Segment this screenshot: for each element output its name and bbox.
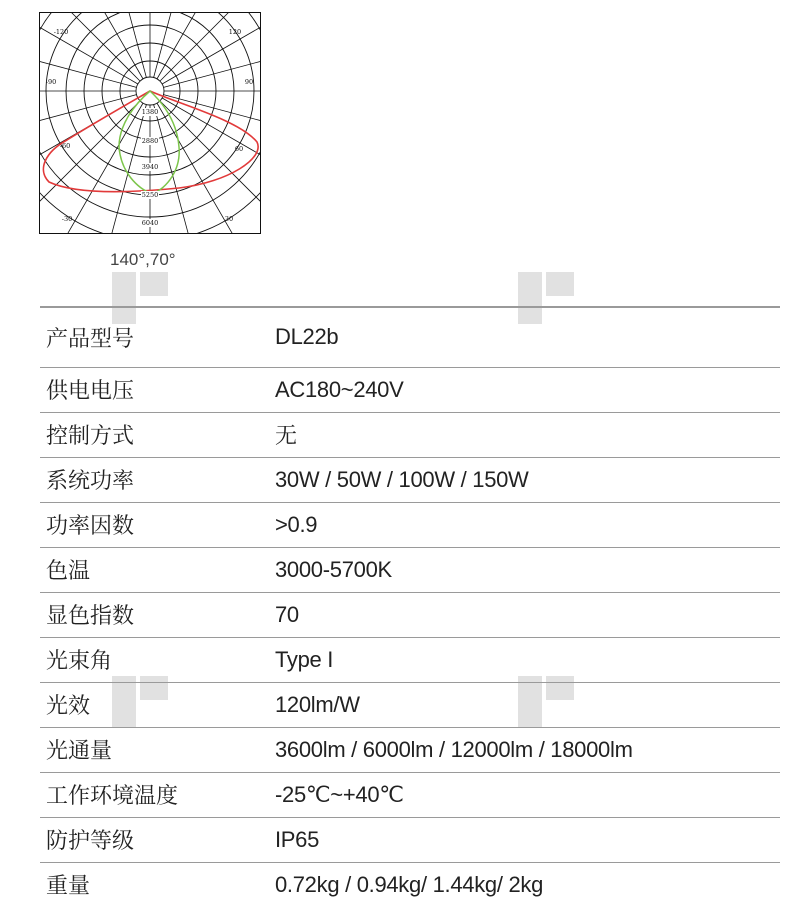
spec-row xyxy=(40,727,780,772)
spec-row xyxy=(40,367,780,412)
spec-row xyxy=(40,637,780,682)
spec-value: AC180~240V xyxy=(275,376,404,402)
spec-label: 色温 xyxy=(46,559,91,584)
spec-value: -25℃~+40℃ xyxy=(275,781,404,807)
spec-label: 供电电压 xyxy=(46,379,135,404)
spec-row xyxy=(40,547,780,592)
spec-row xyxy=(40,682,780,727)
angle-label: 120 xyxy=(228,28,242,36)
beam-angle-caption: 140°,70° xyxy=(110,250,176,269)
angle-label: -120 xyxy=(53,28,69,36)
spec-row xyxy=(40,862,780,907)
intensity-label: 1380 xyxy=(141,108,159,116)
spec-value: 70 xyxy=(275,601,299,627)
spec-label: 控制方式 xyxy=(46,424,135,449)
spec-value: 30W / 50W / 100W / 150W xyxy=(275,466,529,492)
intensity-label: 3940 xyxy=(141,163,159,171)
spec-label: 工作环境温度 xyxy=(46,784,179,809)
spec-label: 重量 xyxy=(46,874,91,900)
photometric-diagram xyxy=(39,12,261,234)
spec-value: DL22b xyxy=(275,324,339,350)
angle-label: 30 xyxy=(224,215,234,223)
spec-label: 光束角 xyxy=(46,649,113,674)
spec-row xyxy=(40,592,780,637)
spec-value: >0.9 xyxy=(275,511,318,537)
spec-row xyxy=(40,457,780,502)
angle-label: -90 xyxy=(45,78,57,86)
spec-table xyxy=(40,306,780,907)
spec-row xyxy=(40,772,780,817)
spec-row xyxy=(40,817,780,862)
spec-label: 光通量 xyxy=(46,739,113,764)
angle-label: -60 xyxy=(59,142,71,150)
spec-label: 产品型号 xyxy=(46,326,135,352)
spec-label: 光效 xyxy=(46,694,91,719)
spec-value: 3000-5700K xyxy=(275,556,392,582)
spec-value: IP65 xyxy=(275,826,320,852)
spec-row xyxy=(40,412,780,457)
spec-value: Type I xyxy=(275,646,334,672)
spec-value: 3600lm / 6000lm / 12000lm / 18000lm xyxy=(275,736,633,762)
angle-label: 60 xyxy=(234,145,244,153)
spec-value: 0.72kg / 0.94kg/ 1.44kg/ 2kg xyxy=(275,871,544,897)
intensity-label: 6040 xyxy=(141,219,159,227)
angle-label: -30 xyxy=(61,215,73,223)
spec-row xyxy=(40,307,780,367)
spec-label: 系统功率 xyxy=(46,469,135,494)
spec-label: 防护等级 xyxy=(46,829,135,854)
spec-label: 显色指数 xyxy=(46,604,135,629)
spec-row xyxy=(40,502,780,547)
angle-label: 90 xyxy=(244,78,254,86)
intensity-label: 5250 xyxy=(141,191,159,199)
spec-value: 无 xyxy=(275,423,297,448)
spec-value: 120lm/W xyxy=(275,691,360,717)
spec-label: 功率因数 xyxy=(46,514,135,539)
intensity-label: 2880 xyxy=(141,137,159,145)
